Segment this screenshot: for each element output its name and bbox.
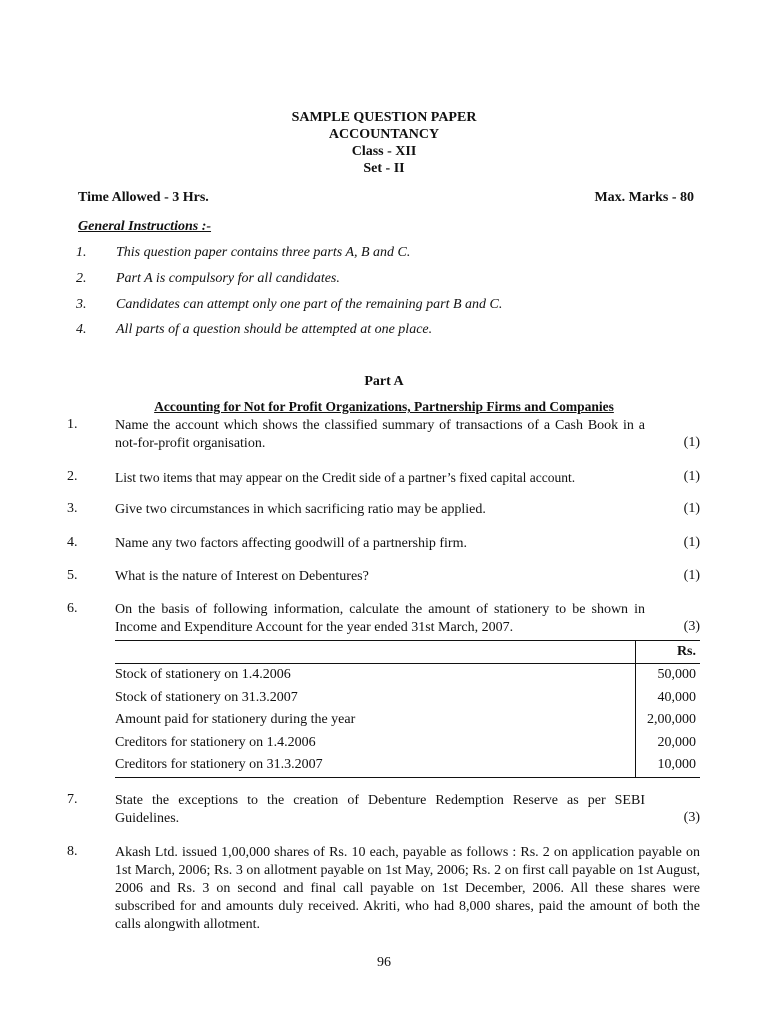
- question-number: 2.: [67, 469, 78, 484]
- stationery-table: [115, 640, 700, 778]
- question-text: State the exceptions to the creation of Debenture Redemption Reserve as per SEBI Guidelines.: [115, 793, 645, 826]
- part-subtitle-text: Accounting for Not for Profit Organizations, Partnership Firms and Companies: [154, 399, 614, 414]
- row-label: Creditors for stationery on 1.4.2006: [115, 734, 316, 750]
- row-amount: 10,000: [636, 754, 701, 777]
- row-amount: 50,000: [636, 664, 701, 687]
- question-number: 1.: [67, 417, 78, 432]
- currency-header: Rs.: [636, 641, 701, 664]
- time-allowed: Time Allowed - 3 Hrs.: [78, 190, 209, 205]
- table-row: [115, 754, 700, 777]
- table-header-label: [115, 641, 636, 664]
- page-number: 96: [377, 955, 391, 970]
- row-label: Creditors for stationery on 31.3.2007: [115, 754, 636, 777]
- question-marks: (1): [683, 535, 700, 550]
- set-label: Set - II: [363, 161, 405, 176]
- instruction-number: 3.: [76, 297, 87, 312]
- part-subtitle: [0, 399, 768, 415]
- question-text: List two items that may appear on the Credit side of a partner’s fixed capital account.: [115, 470, 576, 485]
- question-number: 4.: [67, 535, 78, 550]
- instruction-number: 1.: [76, 245, 87, 260]
- part-label: Part A: [364, 374, 404, 389]
- table-row: [115, 732, 700, 755]
- row-amount: 40,000: [636, 687, 701, 710]
- table-row: [115, 709, 700, 732]
- table-row: [115, 664, 700, 687]
- subject-title: ACCOUNTANCY: [328, 127, 440, 142]
- question-text: Name the account which shows the classified summary of transactions of a Cash Book in a not-for-profit organisation.: [115, 418, 645, 451]
- instruction-text: All parts of a question should be attempted at one place.: [116, 322, 433, 337]
- row-label: Amount paid for stationery during the year: [115, 712, 356, 728]
- question-number: 5.: [67, 568, 78, 583]
- question-marks: (3): [683, 810, 700, 825]
- instruction-text: This question paper contains three parts A, B and C.: [116, 245, 411, 260]
- question-number: 8.: [67, 844, 78, 859]
- question-number: 6.: [67, 601, 78, 616]
- instruction-number: 2.: [76, 271, 87, 286]
- row-amount: 20,000: [636, 732, 701, 755]
- question-marks: (1): [683, 501, 700, 516]
- instruction-number: 4.: [76, 322, 87, 337]
- question-number: 7.: [67, 792, 78, 807]
- table-header-row: [115, 641, 700, 664]
- question-marks: (1): [683, 469, 700, 484]
- table-row: [115, 687, 700, 710]
- max-marks: Max. Marks - 80: [594, 190, 694, 205]
- row-amount: 2,00,000: [636, 709, 701, 732]
- question-text: What is the nature of Interest on Debentures?: [115, 569, 369, 584]
- question-number: 3.: [67, 501, 78, 516]
- instruction-text: Part A is compulsory for all candidates.: [116, 271, 340, 286]
- question-text: Give two circumstances in which sacrificing ratio may be applied.: [115, 502, 486, 517]
- question-marks: (1): [683, 568, 700, 583]
- paper-title: SAMPLE QUESTION PAPER: [291, 110, 477, 125]
- class-label: Class - XII: [351, 144, 417, 159]
- instructions-heading: General Instructions :-: [78, 219, 212, 234]
- question-text: Akash Ltd. issued 1,00,000 shares of Rs. 10 each, payable as follows : Rs. 2 on application payable on 1st March, 2006; Rs. 3 on allotment payable on 1st May, 2006; Rs. 2 on first call payable on 1st August, 2006 and Rs. 3 on second and final call payable on 1st December, 2006. All these shares were subscribed for and amounts duly received. Akriti, who had 8,000 shares, paid the amount of both the calls alongwith allotment.: [115, 845, 700, 932]
- row-label: Stock of stationery on 1.4.2006: [115, 667, 291, 683]
- instruction-text: Candidates can attempt only one part of the remaining part B and C.: [116, 297, 503, 312]
- row-label: Stock of stationery on 31.3.2007: [115, 689, 298, 705]
- question-marks: (3): [683, 619, 700, 634]
- question-text: On the basis of following information, calculate the amount of stationery to be shown in Income and Expenditure Account for the year ended 31st March, 2007.: [115, 602, 645, 635]
- question-text: Name any two factors affecting goodwill of a partnership firm.: [115, 536, 467, 551]
- question-marks: (1): [683, 435, 700, 450]
